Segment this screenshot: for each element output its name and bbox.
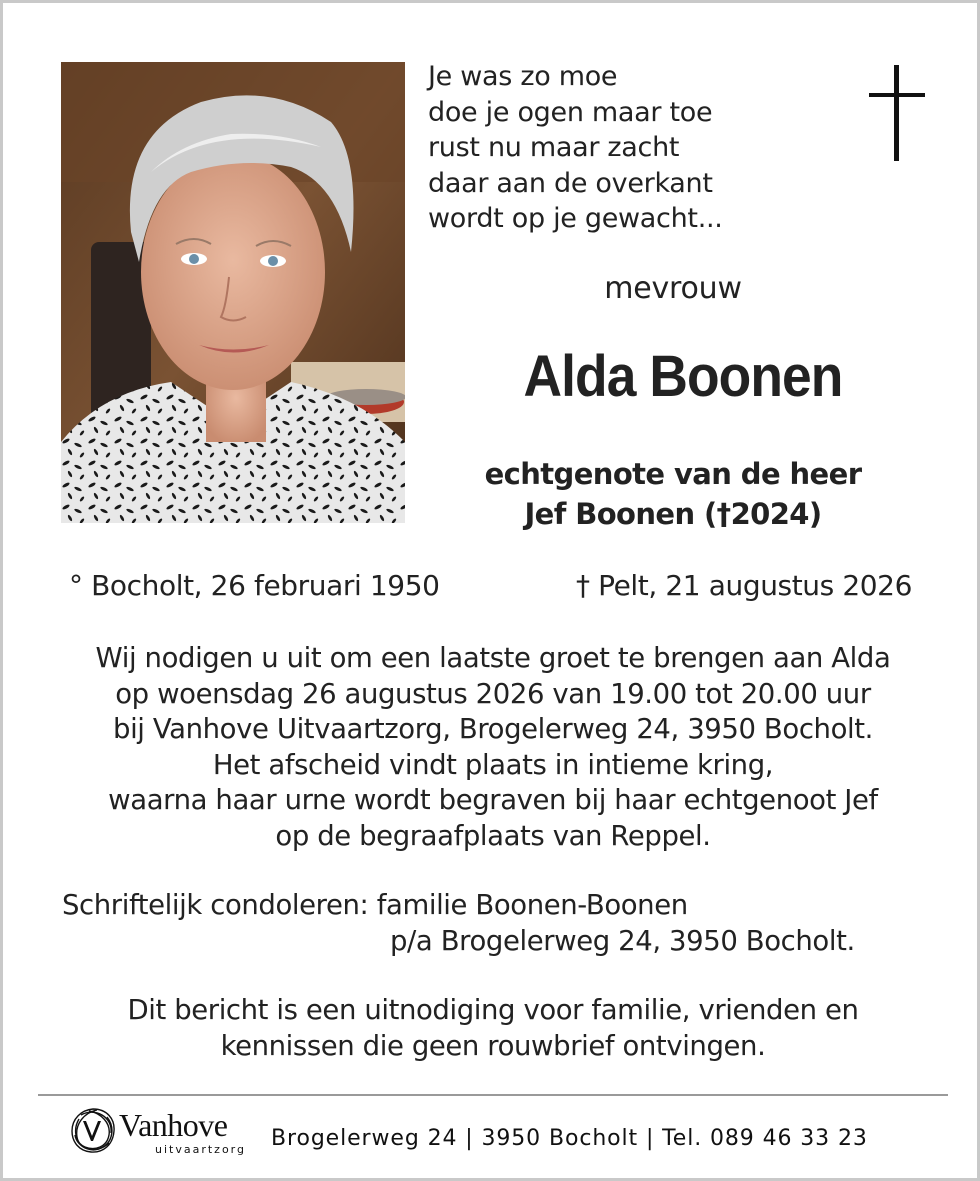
vanhove-logo-icon [67,1105,119,1157]
invitation-text [43,641,943,854]
footer-divider [38,1094,948,1096]
invitation-line: waarna haar urne wordt begraven bij haar echtgenoot Jef [108,784,878,816]
spouse-name: Jef Boonen (†2024) [524,497,822,531]
notice-text [43,993,943,1064]
footer-contact: Brogelerweg 24 | 3950 Bocholt | Tel. 089 46 33 23 [271,1126,868,1151]
invitation-line: bij Vanhove Uitvaartzorg, Brogelerweg 24, 3950 Bocholt. [113,713,873,745]
condolence-line: Schriftelijk condoleren: familie Boonen-Boonen [62,889,688,921]
notice-line: kennissen die geen rouwbrief ontvingen. [220,1029,766,1062]
salutation: mevrouw [604,271,742,306]
invitation-line: Wij nodigen u uit om een laatste groet te brengen aan Alda [95,642,891,674]
poem [428,59,848,237]
deceased-name: Alda Boonen [523,344,843,409]
spouse-line: echtgenote van de heer [484,457,862,491]
spouse-info [443,454,903,534]
poem-line: doe je ogen maar toe [428,96,713,128]
poem-line: daar aan de overkant [428,167,713,199]
funeral-home-logo [67,1105,257,1161]
invitation-line: op de begraafplaats van Reppel. [275,819,711,852]
condolence-address [62,888,922,959]
death-date: † Pelt, 21 augustus 2026 [576,569,912,602]
poem-line: rust nu maar zacht [428,132,680,163]
logo-name: Vanhove [119,1107,228,1143]
logo-subtitle: uitvaartzorg [155,1143,246,1156]
notice-line: Dit bericht is een uitnodiging voor familie, vrienden en [127,994,859,1026]
poem-line: Je was zo moe [428,61,618,92]
portrait-photo [61,62,405,523]
birth-date: ° Bocholt, 26 februari 1950 [69,569,440,602]
invitation-line: op woensdag 26 augustus 2026 van 19.00 tot 20.00 uur [115,677,871,710]
invitation-line: Het afscheid vindt plaats in intieme kring, [212,748,774,781]
poem-line: wordt op je gewacht... [428,203,723,234]
condolence-line: p/a Brogelerweg 24, 3950 Bocholt. [390,924,855,957]
cross-icon [869,65,925,161]
